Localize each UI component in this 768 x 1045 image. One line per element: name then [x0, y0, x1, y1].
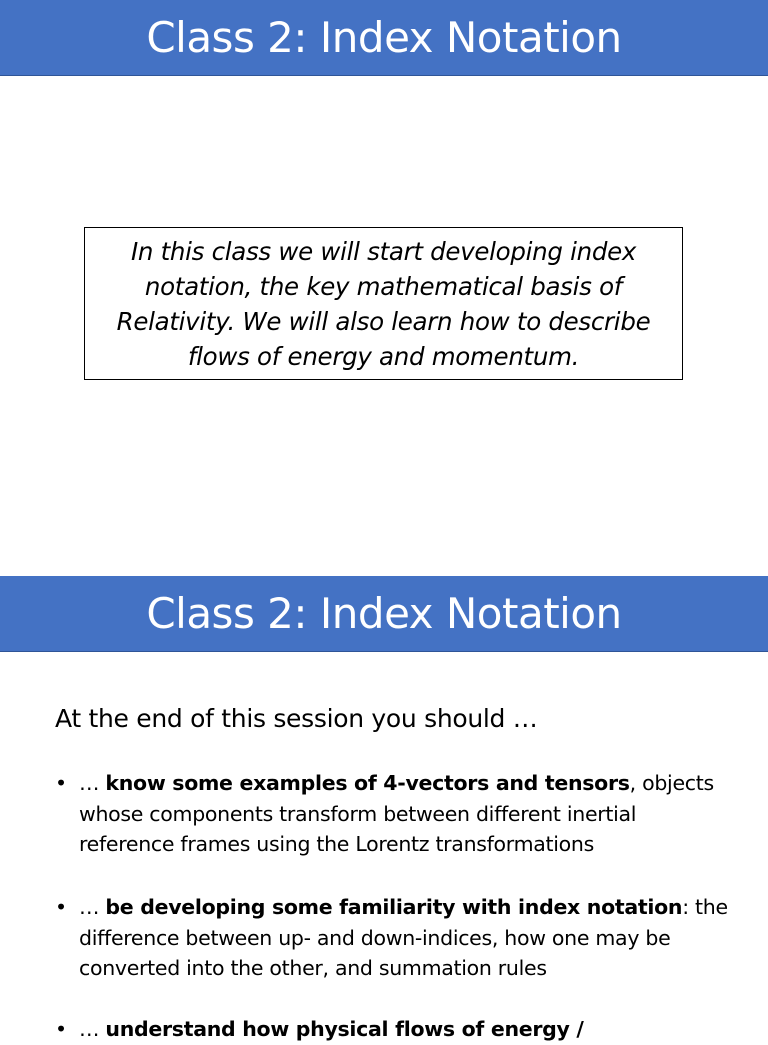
- summary-box: [84, 227, 683, 380]
- session-intro: At the end of this session you should …: [55, 704, 538, 733]
- bullet-body: [79, 1014, 735, 1045]
- bullet-text: converted into the other, and summation rules: [79, 956, 547, 980]
- bullet-marker: •: [55, 1017, 67, 1041]
- summary-text: [117, 234, 651, 374]
- bullet-text: difference between up- and down-indices, how one may be: [79, 925, 671, 950]
- bullet-bold-text: understand how physical flows of energy /: [105, 1017, 584, 1041]
- bullet-bold-text: be developing some familiarity with index notation: [105, 895, 683, 919]
- bullet-prefix: …: [79, 771, 106, 795]
- summary-line: In this class we will start developing index: [130, 236, 637, 266]
- summary-line: notation, the key mathematical basis of: [144, 271, 623, 301]
- bullet-text: reference frames using the Lorentz transformations: [79, 832, 594, 856]
- objective-bullet-1: [55, 768, 735, 860]
- objective-bullet-2: [55, 892, 735, 984]
- slide-1-title-bar: [0, 0, 768, 76]
- bullet-marker: •: [55, 895, 67, 919]
- objective-bullet-3: [55, 1014, 735, 1045]
- bullet-marker: •: [55, 771, 67, 795]
- slide-1-title: Class 2: Index Notation: [146, 13, 622, 62]
- bullet-prefix: …: [79, 1017, 106, 1041]
- bullet-body: [79, 892, 735, 984]
- bullet-text: whose components transform between different inertial: [79, 801, 637, 826]
- bullet-prefix: …: [79, 895, 106, 919]
- slide-2-title: Class 2: Index Notation: [146, 589, 622, 638]
- slide-2-title-bar: [0, 576, 768, 652]
- summary-line: flows of energy and momentum.: [187, 341, 580, 371]
- bullet-body: [79, 768, 735, 860]
- bullet-text: , objects: [629, 771, 714, 795]
- summary-line: Relativity. We will also learn how to describe: [116, 306, 651, 336]
- bullet-text: : the: [682, 895, 728, 919]
- bullet-bold-text: know some examples of 4-vectors and tensors: [105, 771, 630, 795]
